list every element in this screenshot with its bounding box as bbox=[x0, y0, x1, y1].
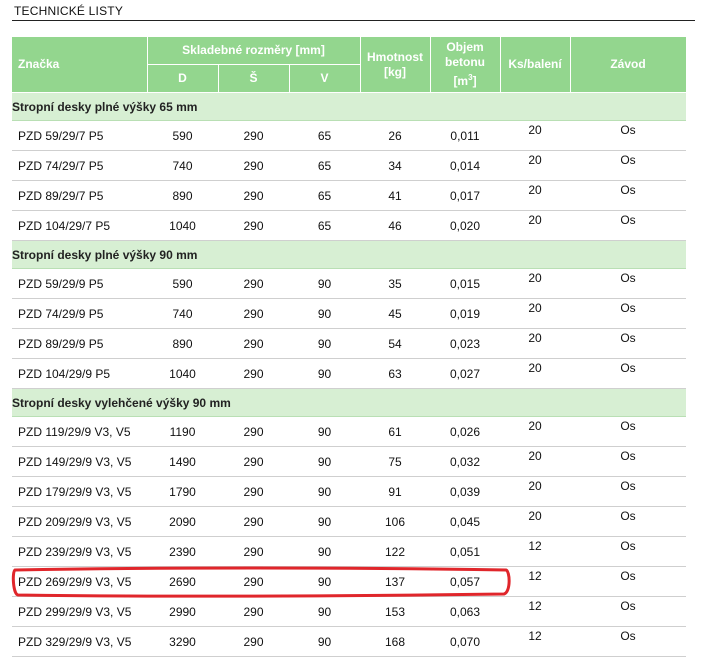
cell-d: 2990 bbox=[147, 597, 218, 627]
cell-brand: PZD 104/29/9 P5 bbox=[12, 359, 147, 389]
cell-d: 1040 bbox=[147, 211, 218, 241]
cell-v: 65 bbox=[289, 211, 360, 241]
cell-m3: 0,057 bbox=[430, 567, 500, 597]
cell-d: 890 bbox=[147, 181, 218, 211]
cell-v: 90 bbox=[289, 537, 360, 567]
cell-plant: Os bbox=[570, 211, 686, 241]
cell-ks: 20 bbox=[500, 507, 570, 537]
cell-d: 740 bbox=[147, 299, 218, 329]
cell-m3: 0,063 bbox=[430, 597, 500, 627]
column-header-weight bbox=[360, 37, 430, 93]
column-header-v: V bbox=[289, 65, 360, 93]
cell-d: 590 bbox=[147, 121, 218, 151]
cell-brand: PZD 74/29/7 P5 bbox=[12, 151, 147, 181]
cell-d: 1790 bbox=[147, 477, 218, 507]
column-header-plant: Závod bbox=[570, 37, 686, 93]
column-header-d: D bbox=[147, 65, 218, 93]
cell-d: 2390 bbox=[147, 537, 218, 567]
cell-v: 90 bbox=[289, 507, 360, 537]
cell-ks: 12 bbox=[500, 597, 570, 627]
cell-kg: 34 bbox=[360, 151, 430, 181]
cell-v: 90 bbox=[289, 447, 360, 477]
page-title: TECHNICKÉ LISTY bbox=[14, 4, 124, 18]
cell-v: 90 bbox=[289, 329, 360, 359]
cell-brand: PZD 104/29/7 P5 bbox=[12, 211, 147, 241]
volume-unit: $[m^3]$ bbox=[453, 73, 477, 88]
cell-s: 290 bbox=[218, 359, 289, 389]
cell-kg: 54 bbox=[360, 329, 430, 359]
cell-s: 290 bbox=[218, 181, 289, 211]
cell-d: 3290 bbox=[147, 627, 218, 657]
cell-m3: 0,070 bbox=[430, 627, 500, 657]
cell-v: 90 bbox=[289, 627, 360, 657]
cell-m3: 0,017 bbox=[430, 181, 500, 211]
cell-v: 65 bbox=[289, 181, 360, 211]
table-row bbox=[12, 507, 686, 537]
cell-plant: Os bbox=[570, 567, 686, 597]
cell-s: 290 bbox=[218, 447, 289, 477]
cell-plant: Os bbox=[570, 507, 686, 537]
cell-v: 90 bbox=[289, 567, 360, 597]
cell-d: 1040 bbox=[147, 359, 218, 389]
cell-v: 90 bbox=[289, 417, 360, 447]
cell-plant: Os bbox=[570, 329, 686, 359]
cell-kg: 137 bbox=[360, 567, 430, 597]
cell-d: 1490 bbox=[147, 447, 218, 477]
table-row bbox=[12, 329, 686, 359]
cell-ks: 20 bbox=[500, 269, 570, 299]
cell-s: 290 bbox=[218, 477, 289, 507]
cell-v: 65 bbox=[289, 121, 360, 151]
section-title: Stropní desky plné výšky 65 mm bbox=[12, 93, 686, 121]
cell-kg: 122 bbox=[360, 537, 430, 567]
cell-s: 290 bbox=[218, 627, 289, 657]
section-title: Stropní desky plné výšky 90 mm bbox=[12, 241, 686, 269]
cell-s: 290 bbox=[218, 151, 289, 181]
table-row bbox=[12, 597, 686, 627]
cell-v: 90 bbox=[289, 477, 360, 507]
cell-v: 90 bbox=[289, 299, 360, 329]
red-highlight-annotation bbox=[10, 566, 512, 598]
highlight-stroke bbox=[13, 568, 509, 596]
table-row bbox=[12, 269, 686, 299]
table-row bbox=[12, 151, 686, 181]
cell-m3: 0,020 bbox=[430, 211, 500, 241]
cell-kg: 41 bbox=[360, 181, 430, 211]
cell-m3: 0,032 bbox=[430, 447, 500, 477]
cell-kg: 91 bbox=[360, 477, 430, 507]
cell-plant: Os bbox=[570, 151, 686, 181]
cell-ks: 20 bbox=[500, 151, 570, 181]
cell-ks: 20 bbox=[500, 181, 570, 211]
cell-ks: 20 bbox=[500, 211, 570, 241]
table-row bbox=[12, 211, 686, 241]
cell-ks: 20 bbox=[500, 417, 570, 447]
cell-plant: Os bbox=[570, 447, 686, 477]
cell-brand: PZD 329/29/9 V3, V5 bbox=[12, 627, 147, 657]
cell-d: 590 bbox=[147, 269, 218, 299]
cell-m3: 0,051 bbox=[430, 537, 500, 567]
title-underline bbox=[12, 20, 695, 21]
cell-s: 290 bbox=[218, 507, 289, 537]
cell-s: 290 bbox=[218, 299, 289, 329]
cell-plant: Os bbox=[570, 417, 686, 447]
cell-m3: 0,026 bbox=[430, 417, 500, 447]
column-header-pieces: Ks/balení bbox=[500, 37, 570, 93]
cell-m3: 0,027 bbox=[430, 359, 500, 389]
cell-plant: Os bbox=[570, 269, 686, 299]
cell-brand: PZD 89/29/7 P5 bbox=[12, 181, 147, 211]
table-row bbox=[12, 627, 686, 657]
cell-ks: 12 bbox=[500, 537, 570, 567]
cell-plant: Os bbox=[570, 299, 686, 329]
cell-s: 290 bbox=[218, 417, 289, 447]
cell-s: 290 bbox=[218, 597, 289, 627]
cell-s: 290 bbox=[218, 211, 289, 241]
cell-ks: 20 bbox=[500, 121, 570, 151]
cell-m3: 0,014 bbox=[430, 151, 500, 181]
weight-label: Hmotnost bbox=[367, 49, 423, 64]
cell-kg: 46 bbox=[360, 211, 430, 241]
cell-kg: 35 bbox=[360, 269, 430, 299]
table-row bbox=[12, 537, 686, 567]
cell-kg: 26 bbox=[360, 121, 430, 151]
cell-plant: Os bbox=[570, 597, 686, 627]
cell-brand: PZD 179/29/9 V3, V5 bbox=[12, 477, 147, 507]
cell-m3: 0,015 bbox=[430, 269, 500, 299]
cell-kg: 45 bbox=[360, 299, 430, 329]
cell-s: 290 bbox=[218, 329, 289, 359]
cell-v: 90 bbox=[289, 269, 360, 299]
cell-ks: 12 bbox=[500, 567, 570, 597]
cell-ks: 20 bbox=[500, 477, 570, 507]
cell-ks: 12 bbox=[500, 627, 570, 657]
section-header-row bbox=[12, 241, 686, 269]
table-row bbox=[12, 299, 686, 329]
cell-d: 1190 bbox=[147, 417, 218, 447]
cell-kg: 153 bbox=[360, 597, 430, 627]
table-row bbox=[12, 447, 686, 477]
cell-kg: 75 bbox=[360, 447, 430, 477]
cell-s: 290 bbox=[218, 537, 289, 567]
cell-brand: PZD 59/29/7 P5 bbox=[12, 121, 147, 151]
cell-plant: Os bbox=[570, 359, 686, 389]
cell-s: 290 bbox=[218, 567, 289, 597]
cell-m3: 0,045 bbox=[430, 507, 500, 537]
cell-brand: PZD 89/29/9 P5 bbox=[12, 329, 147, 359]
cell-brand: PZD 119/29/9 V3, V5 bbox=[12, 417, 147, 447]
cell-brand: PZD 269/29/9 V3, V5 bbox=[12, 567, 147, 597]
column-header-volume bbox=[430, 37, 500, 93]
cell-d: 2690 bbox=[147, 567, 218, 597]
cell-kg: 106 bbox=[360, 507, 430, 537]
cell-plant: Os bbox=[570, 181, 686, 211]
cell-plant: Os bbox=[570, 627, 686, 657]
section-header-row bbox=[12, 389, 686, 417]
cell-kg: 61 bbox=[360, 417, 430, 447]
cell-brand: PZD 239/29/9 V3, V5 bbox=[12, 537, 147, 567]
section-title: Stropní desky vylehčené výšky 90 mm bbox=[12, 389, 686, 417]
cell-m3: 0,011 bbox=[430, 121, 500, 151]
cell-m3: 0,023 bbox=[430, 329, 500, 359]
volume-label-1: Objem bbox=[446, 40, 484, 54]
table-row bbox=[12, 417, 686, 447]
cell-v: 65 bbox=[289, 151, 360, 181]
cell-m3: 0,019 bbox=[430, 299, 500, 329]
cell-kg: 168 bbox=[360, 627, 430, 657]
cell-d: 2090 bbox=[147, 507, 218, 537]
section-header-row bbox=[12, 93, 686, 121]
cell-brand: PZD 299/29/9 V3, V5 bbox=[12, 597, 147, 627]
cell-ks: 20 bbox=[500, 329, 570, 359]
cell-d: 740 bbox=[147, 151, 218, 181]
cell-ks: 20 bbox=[500, 359, 570, 389]
cell-brand: PZD 74/29/9 P5 bbox=[12, 299, 147, 329]
cell-s: 290 bbox=[218, 269, 289, 299]
technical-spec-table bbox=[12, 37, 687, 657]
column-header-s: Š bbox=[218, 65, 289, 93]
cell-v: 90 bbox=[289, 597, 360, 627]
table-row bbox=[12, 359, 686, 389]
weight-unit: [kg] bbox=[384, 64, 406, 79]
volume-label-2: betonu bbox=[445, 55, 485, 69]
cell-ks: 20 bbox=[500, 447, 570, 477]
cell-d: 890 bbox=[147, 329, 218, 359]
table-row bbox=[12, 121, 686, 151]
cell-brand: PZD 149/29/9 V3, V5 bbox=[12, 447, 147, 477]
table-row bbox=[12, 477, 686, 507]
cell-brand: PZD 209/29/9 V3, V5 bbox=[12, 507, 147, 537]
cell-m3: 0,039 bbox=[430, 477, 500, 507]
column-header-brand: Značka bbox=[12, 37, 147, 93]
table-row bbox=[12, 181, 686, 211]
cell-plant: Os bbox=[570, 537, 686, 567]
column-header-dimensions: Skladebné rozměry [mm] bbox=[147, 37, 360, 65]
cell-v: 90 bbox=[289, 359, 360, 389]
cell-s: 290 bbox=[218, 121, 289, 151]
cell-kg: 63 bbox=[360, 359, 430, 389]
cell-plant: Os bbox=[570, 477, 686, 507]
cell-brand: PZD 59/29/9 P5 bbox=[12, 269, 147, 299]
cell-ks: 20 bbox=[500, 299, 570, 329]
cell-plant: Os bbox=[570, 121, 686, 151]
